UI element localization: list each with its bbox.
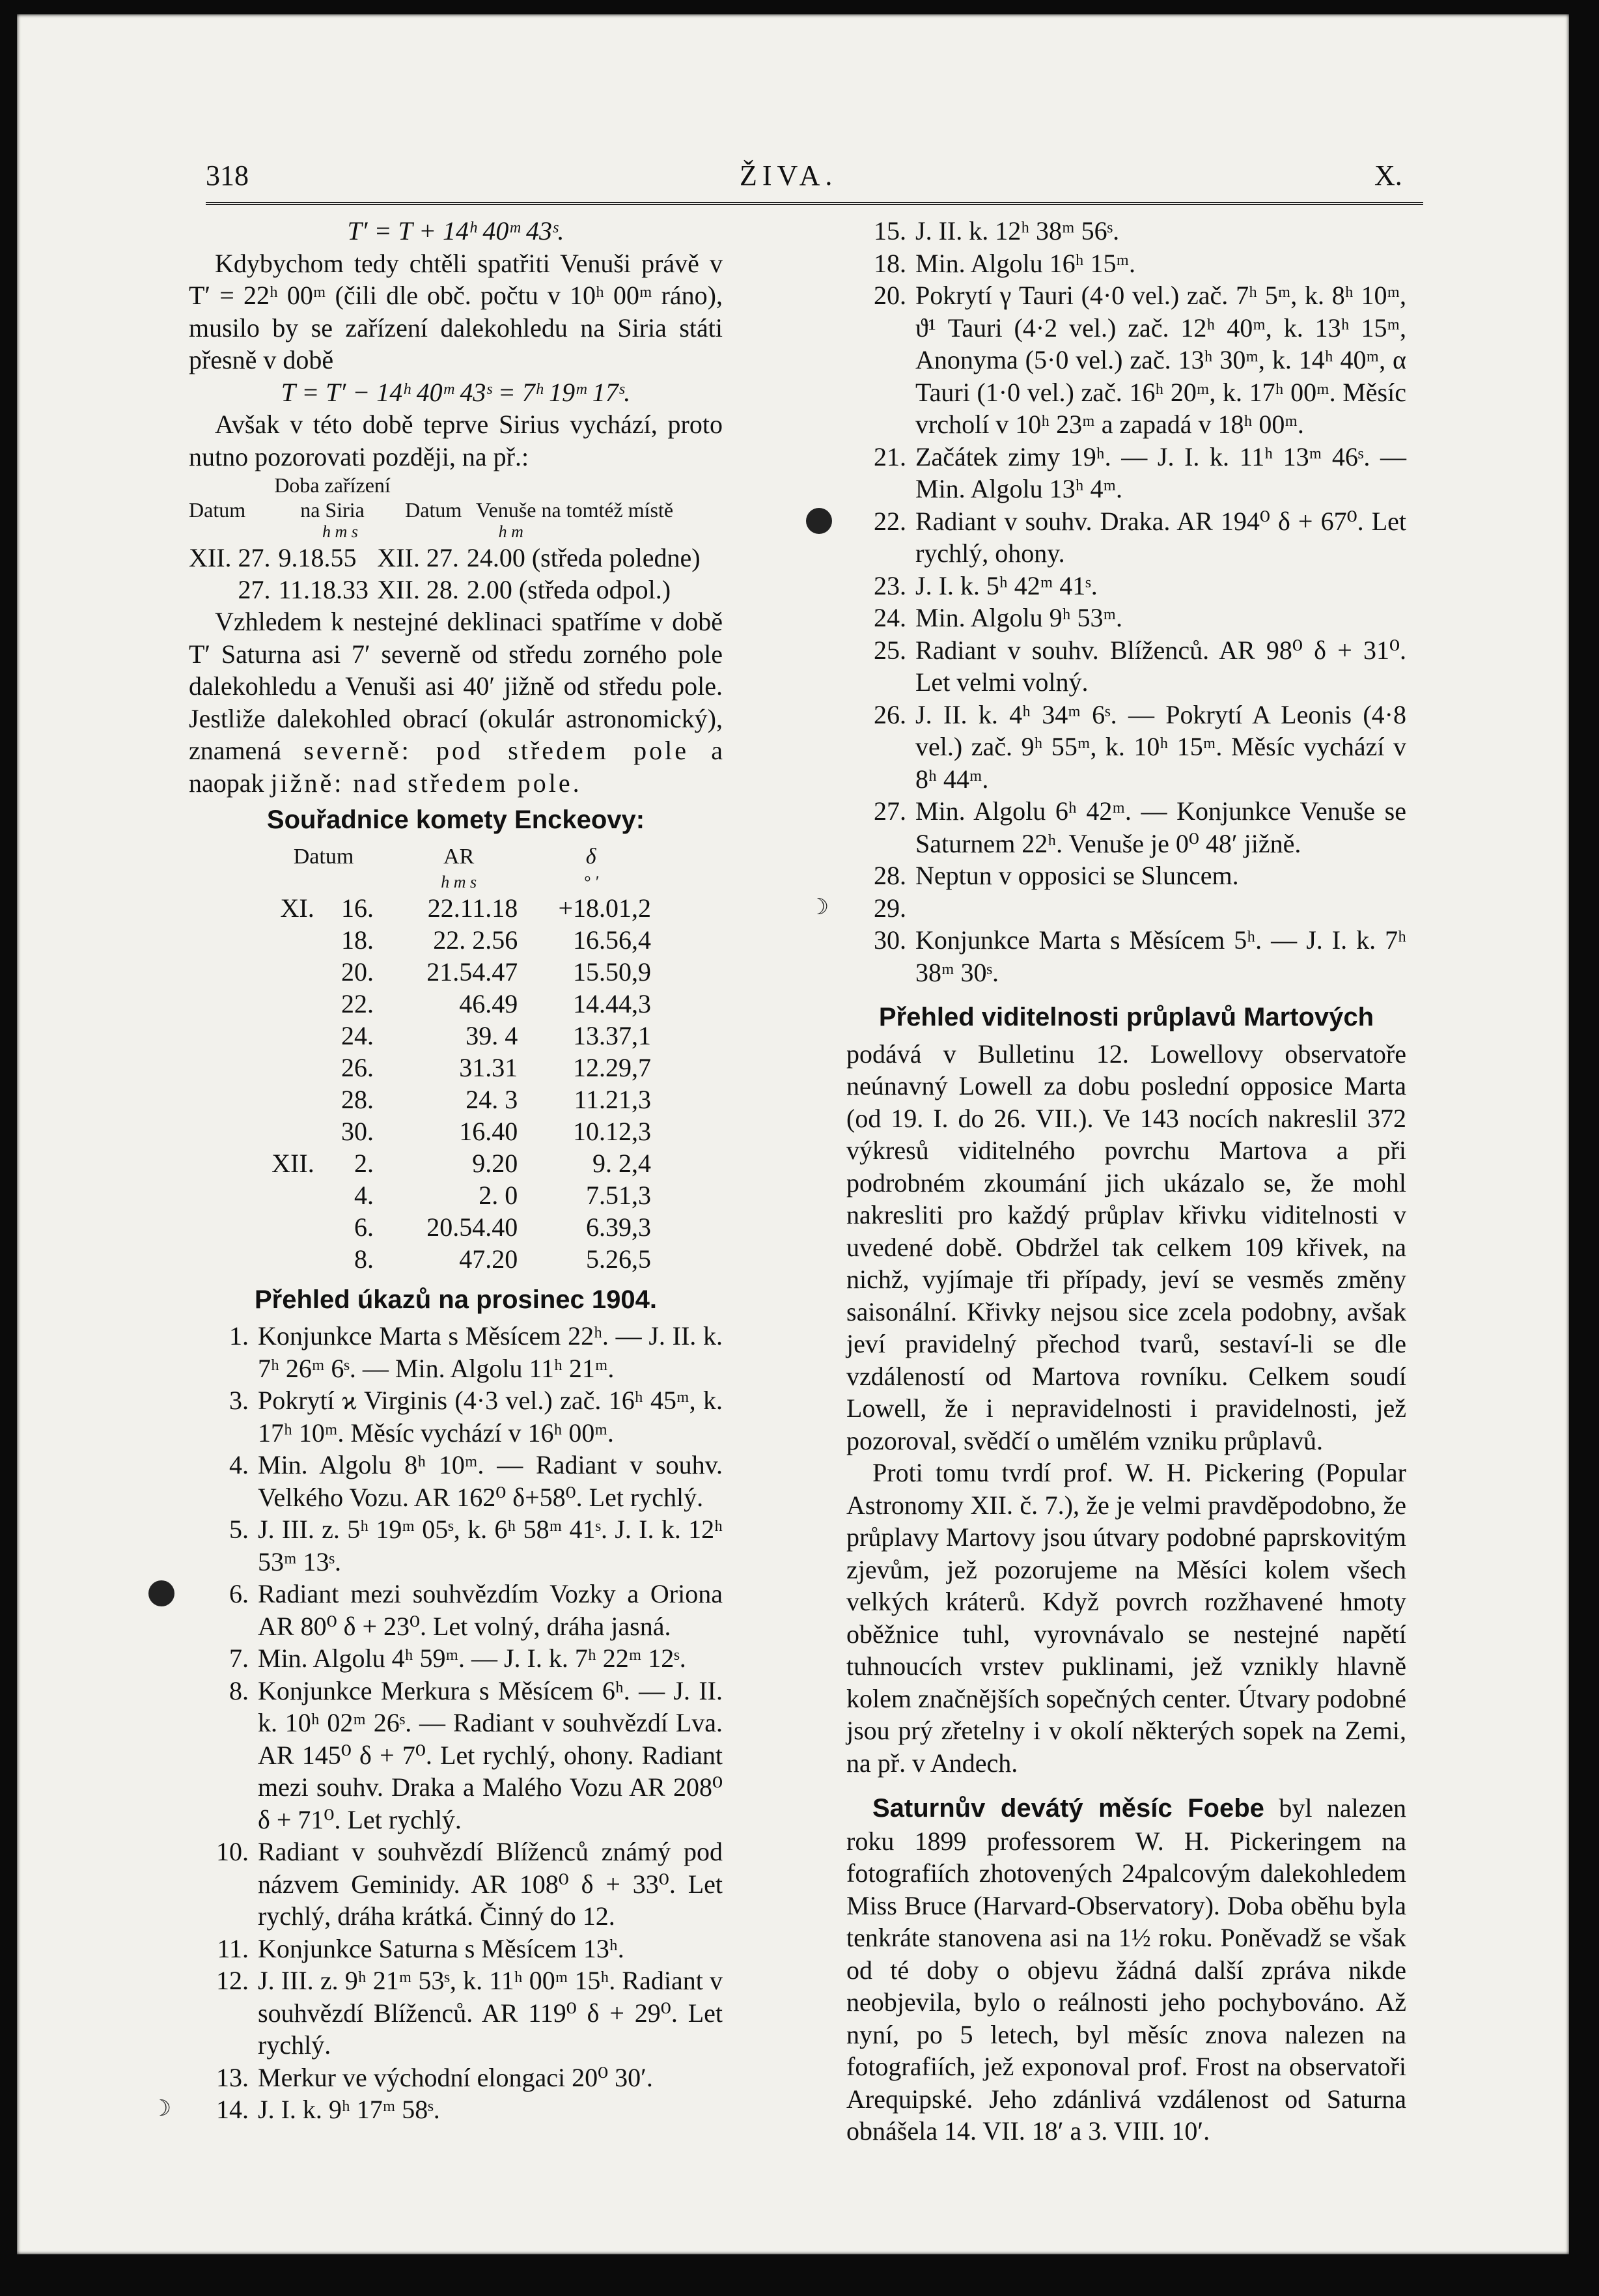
cell: 22. 2.56 <box>433 925 518 955</box>
table-row <box>254 1179 658 1211</box>
event-day: 26. <box>874 699 906 729</box>
cell: 28. <box>341 1084 374 1114</box>
col-head: AR <box>443 844 475 869</box>
table-row <box>189 542 723 574</box>
list-item <box>189 1675 723 1836</box>
unit: ° ′ <box>583 872 598 891</box>
doba-unit-1: h m s <box>322 522 358 541</box>
cell: XI. <box>280 893 314 923</box>
cell: 5.26,5 <box>586 1244 651 1274</box>
list-item <box>189 1933 723 1965</box>
list-item <box>846 505 1406 570</box>
text: jižně: nad středem pole. <box>270 768 582 798</box>
event-text: Radiant v souhv. Draka. AR 194⁰ δ + 67⁰. Let rychlý, ohony. <box>915 506 1406 568</box>
cell: 21.54.47 <box>426 957 518 987</box>
doba-head-siria: na Siria <box>300 498 365 522</box>
event-text: J. II. k. 4ʰ 34ᵐ 6ˢ. — Pokrytí A Leonis (4·8 vel.) zač. 9ʰ 55ᵐ, k. 10ʰ 15ᵐ. Měsíc vychází v 8ʰ 44ᵐ. <box>915 699 1406 794</box>
list-item <box>189 1642 723 1675</box>
doba-head-datum2: Datum <box>405 498 462 522</box>
cell <box>254 1020 324 1052</box>
list-item <box>189 1384 723 1449</box>
left-events <box>151 1320 723 2126</box>
cell: XII. 27. <box>377 543 459 572</box>
list-item <box>846 602 1406 634</box>
cell: 20. <box>341 957 374 987</box>
header-rule <box>206 202 1423 205</box>
event-day: 23. <box>874 570 906 600</box>
table-row <box>254 1243 658 1275</box>
doba-table <box>189 473 723 522</box>
event-day: 11. <box>217 1933 249 1963</box>
doba-head-zarizeni: Doba zařízení <box>274 473 391 497</box>
event-text: Konjunkce Marta s Měsícem 5ʰ. — J. I. k. 7ʰ 38ᵐ 30ˢ. <box>915 925 1406 987</box>
cell <box>254 1243 324 1275</box>
crescent-moon-icon: ☽ <box>151 2097 172 2121</box>
cell: 15.50,9 <box>573 957 651 987</box>
right-events <box>809 215 1406 988</box>
list-item <box>189 2062 723 2094</box>
list-item <box>846 699 1406 796</box>
cell <box>254 1115 324 1147</box>
event-day: 4. <box>229 1450 249 1479</box>
event-day: 20. <box>874 281 906 310</box>
list-item <box>846 441 1406 505</box>
cell: 11.18.33 <box>278 575 369 604</box>
cell: 18. <box>341 925 374 955</box>
event-day: 27. <box>874 796 906 826</box>
table-row <box>254 892 658 924</box>
col-head: Datum <box>293 844 354 869</box>
event-day: 3. <box>229 1386 249 1415</box>
cell: 6. <box>354 1212 374 1242</box>
cell: 30. <box>341 1116 374 1146</box>
table-row <box>254 1052 658 1084</box>
mars-paragraph-2: Proti tomu tvrdí prof. W. H. Pickering (Popular Astronomy XII. č. 7.), že je velmi pravděpodobno, že průplavy Martovy jsou útvary podobné paprskovitým zjevům, jež pozorujeme na Měsíci kolem všech velkých kráterů. Když povrch rozžhavené hmoty oběžnice tuhl, vyrovnávalo se nestejné napětí tuhnoucích vrstev puklinami, jež vznikly hlavně kolem značnějších sopečných center. Útvary podobné jsou prý zřetelny i v okolí některých sopek na Zemi, na př. v Andech. <box>846 1458 1406 1778</box>
event-day: 25. <box>874 635 906 665</box>
event-day: 10. <box>216 1837 249 1866</box>
event-text: Min. Algolu 16ʰ 15ᵐ. <box>915 248 1135 278</box>
event-text: Neptun v opposici se Sluncem. <box>915 861 1239 890</box>
paragraph-1: Kdybychom tedy chtěli spatřiti Venuši právě v T′ = 22ʰ 00ᵐ (čili dle obč. počtu v 10ʰ 00ᵐ ráno), musilo by se zařízení dalekohledu na Siria státi přesně v době <box>189 248 723 374</box>
cell: 26. <box>341 1052 374 1082</box>
table-row <box>254 924 658 956</box>
full-moon-icon <box>806 508 832 534</box>
event-text: Radiant v souhv. Blíženců. AR 98⁰ δ + 31⁰. Let velmi volný. <box>915 635 1406 697</box>
cell: 24. <box>341 1020 374 1050</box>
list-item <box>846 860 1406 892</box>
table-row <box>254 1084 658 1115</box>
list-item <box>846 795 1406 860</box>
event-day: 8. <box>229 1675 249 1705</box>
list-item <box>151 2093 723 2126</box>
event-day: 12. <box>216 1966 249 1995</box>
list-item <box>809 892 1406 925</box>
event-text: Min. Algolu 6ʰ 42ᵐ. — Konjunkce Venuše se Saturnem 22ʰ. Venuše je 0⁰ 48′ jižně. <box>915 796 1406 858</box>
cell: +18.01,2 <box>558 893 651 923</box>
event-day: 1. <box>229 1321 249 1351</box>
paragraph-3 <box>189 606 723 799</box>
list-item <box>189 1320 723 1384</box>
event-text <box>915 892 1406 925</box>
cell: 14.44,3 <box>573 988 651 1018</box>
encke-title: Souřadnice komety Enckeovy: <box>266 805 645 834</box>
saturn-text: byl nalezen roku 1899 professorem W. H. Pickeringem na fotografiích zhotovených 24palcovým dalekohledem Miss Bruce (Harvard-Observatory). Doba oběhu byla tenkráte stanovena asi na 1½ roku. Poněvadž se však od té doby o objevu žádná další zpráva nikde neobjevila, bylo o reálnosti jeho pochybováno. Až nyní, po 5 letech, byl měsíc znova nalezen na fotografiích, jež exponoval prof. Frost na observatoři Arequipské. Jeho zdánlivá vzdálenost od Saturna obnášela 14. VII. 18′ a 3. VIII. 10′. <box>846 1793 1406 2146</box>
cell: 16.40 <box>459 1116 518 1146</box>
event-day: 30. <box>874 925 906 955</box>
volume-number: X. <box>1374 160 1402 191</box>
list-item <box>846 570 1406 602</box>
event-text: Začátek zimy 19ʰ. — J. I. k. 11ʰ 13ᵐ 46ˢ. — Min. Algolu 13ʰ 4ᵐ. <box>915 441 1406 503</box>
cell: XII. 27. <box>189 543 271 572</box>
table-row <box>254 988 658 1020</box>
col-head: δ <box>585 844 596 869</box>
event-day: 13. <box>216 2062 249 2092</box>
table-row <box>254 1020 658 1052</box>
doba-head-datum: Datum <box>189 498 246 522</box>
cell: 27. <box>238 575 271 604</box>
unit: h m s <box>441 872 477 891</box>
right-column <box>809 215 1406 2148</box>
cell: 24. 3 <box>466 1084 518 1114</box>
table-row <box>254 1147 658 1179</box>
event-text: Konjunkce Marta s Měsícem 22ʰ. — J. II. k. 7ʰ 26ᵐ 6ˢ. — Min. Algolu 11ʰ 21ᵐ. <box>258 1321 723 1383</box>
table-row <box>254 1211 658 1243</box>
cell: 11.21,3 <box>574 1084 651 1114</box>
event-day: 5. <box>229 1515 249 1544</box>
event-day: 21. <box>874 441 906 471</box>
cell <box>254 1084 324 1115</box>
event-text: Min. Algolu 4ʰ 59ᵐ. — J. I. k. 7ʰ 22ᵐ 12ˢ. <box>258 1644 686 1673</box>
event-day: 7. <box>229 1644 249 1673</box>
cell: 2.00 (středa odpol.) <box>466 575 671 604</box>
event-day: 15. <box>874 216 906 245</box>
event-day: 28. <box>874 861 906 890</box>
table-row <box>254 956 658 988</box>
mars-title: Přehled viditelnosti průplavů Martových <box>878 1003 1374 1031</box>
event-day: 24. <box>874 603 906 632</box>
list-item <box>189 1449 723 1513</box>
event-text: Min. Algolu 9ʰ 53ᵐ. <box>915 603 1122 632</box>
saturn-paragraph <box>846 1792 1406 2148</box>
cell: 9.18.55 <box>278 543 357 572</box>
cell <box>254 988 324 1020</box>
mars-paragraph-1: podává v Bulletinu 12. Lowellovy observatoře neúnavný Lowell za dobu poslední opposice Marta (od 19. I. do 26. VII.). Ve 143 nocích nakreslil 372 výkresů viditelného povrchu Martova a při podrobném zkoumání jich ukázalo se, že mohl nakresliti pro každý průplav křivku viditelnosti v uvedené době. Obdržel tak celkem 109 křivek, na nichž, vyjímaje tři případy, jeví se vesměs změny saisonální. Křivky nejsou sice zcela podobny, avšak jeví pravidelný přechod tvarů, sestaví-li se dle vzdáleností od Martova rovníku. Celkem soudí Lowell, že i nepravidelnosti i pravidelnosti, jež pozoroval, svědčí o umělém vzniku průplavů. <box>846 1039 1406 1455</box>
formula-2: T = T′ − 14ʰ 40ᵐ 43ˢ = 7ʰ 19ᵐ 17ˢ. <box>281 377 631 407</box>
event-text: Pokrytí γ Tauri (4·0 vel.) zač. 7ʰ 5ᵐ, k. 8ʰ 10ᵐ, ϑ¹ Tauri (4·2 vel.) zač. 12ʰ 40ᵐ, k. 13ʰ 15ᵐ, Anonyma (5·0 vel.) zač. 13ʰ 30ᵐ, k. 14ʰ 40ᵐ, α Tauri (1·0 vel.) zač. 16ʰ 20ᵐ, k. 17ʰ 00ᵐ. Měsíc vrcholí v 10ʰ 23ᵐ a zapadá v 18ʰ 00ᵐ. <box>915 281 1406 439</box>
event-day: 29. <box>874 893 906 923</box>
ukazy-title: Přehled úkazů na prosinec 1904. <box>254 1285 658 1314</box>
cell: 22.11.18 <box>427 893 518 923</box>
cell: 9. 2,4 <box>592 1148 651 1178</box>
cell: 22. <box>341 988 374 1018</box>
event-text: Konjunkce Saturna s Měsícem 13ʰ. <box>258 1933 624 1963</box>
list-item <box>846 279 1406 441</box>
full-moon-icon <box>148 1580 174 1606</box>
table-row <box>189 574 723 606</box>
doba-units <box>189 522 723 542</box>
doba-head-venuse: Venuše na tomtéž místě <box>476 498 674 522</box>
list-item <box>846 215 1406 247</box>
event-text: J. III. z. 5ʰ 19ᵐ 05ˢ, k. 6ʰ 58ᵐ 41ˢ. J. I. k. 12ʰ 53ᵐ 13ˢ. <box>258 1515 723 1576</box>
encke-body <box>254 892 658 1275</box>
cell: XII. <box>271 1148 314 1178</box>
cell: 2. 0 <box>479 1180 518 1210</box>
cell: 24.00 (středa poledne) <box>466 543 701 572</box>
list-item <box>189 1578 723 1642</box>
text: a naopak <box>189 736 723 798</box>
cell <box>254 1179 324 1211</box>
event-day: 18. <box>874 248 906 278</box>
list-item <box>846 634 1406 699</box>
cell: 46.49 <box>459 988 518 1018</box>
cell: 8. <box>354 1244 374 1274</box>
journal-title: ŽIVA. <box>740 160 838 191</box>
event-day: 14. <box>216 2095 249 2124</box>
cell: 4. <box>354 1180 374 1210</box>
cell: 7.51,3 <box>586 1180 651 1210</box>
cell <box>254 956 324 988</box>
list-item <box>846 247 1406 280</box>
cell: 12.29,7 <box>573 1052 651 1082</box>
event-text: Pokrytí ϰ Virginis (4·3 vel.) zač. 16ʰ 45ᵐ, k. 17ʰ 10ᵐ. Měsíc vychází v 16ʰ 00ᵐ. <box>258 1386 723 1448</box>
cell: 16.56,4 <box>573 925 651 955</box>
cell: 47.20 <box>459 1244 518 1274</box>
text: severně: pod středem pole <box>303 736 689 765</box>
cell: 2. <box>354 1148 374 1178</box>
cell <box>254 924 324 956</box>
cell: 10.12,3 <box>573 1116 651 1146</box>
encke-table <box>254 841 658 1275</box>
list-item <box>189 1965 723 2062</box>
page-number: 318 <box>206 160 249 191</box>
cell: 20.54.40 <box>426 1212 518 1242</box>
formula-1: T′ = T + 14ʰ 40ᵐ 43ˢ. <box>347 216 564 245</box>
cell: 39. 4 <box>466 1020 518 1050</box>
event-text: Merkur ve východní elongaci 20⁰ 30′. <box>258 2062 653 2092</box>
cell: 31.31 <box>459 1052 518 1082</box>
cell: 9.20 <box>472 1148 518 1178</box>
saturn-title: Saturnův devátý měsíc Foebe <box>872 1794 1264 1823</box>
cell: 16. <box>341 893 374 923</box>
event-day: 6. <box>229 1579 249 1608</box>
event-text: Min. Algolu 8ʰ 10ᵐ. — Radiant v souhv. Velkého Vozu. AR 162⁰ δ+58⁰. Let rychlý. <box>258 1450 723 1512</box>
cell <box>254 1211 324 1243</box>
event-text: Konjunkce Merkura s Měsícem 6ʰ. — J. II. k. 10ʰ 02ᵐ 26ˢ. — Radiant v souhvězdí Lva. AR 145⁰ δ + 7⁰. Let rychlý, ohony. Radiant mezi souhv. Draka a Malého Vozu AR 208⁰ δ + 71⁰. Let rychlý. <box>258 1675 723 1834</box>
table-row <box>254 1115 658 1147</box>
left-column <box>151 215 723 2126</box>
event-day: 22. <box>874 506 906 536</box>
event-text: J. II. k. 12ʰ 38ᵐ 56ˢ. <box>915 216 1120 245</box>
list-item <box>189 1513 723 1578</box>
cell: XII. 28. <box>377 575 459 604</box>
event-text: Radiant mezi souhvězdím Vozky a Oriona AR 80⁰ δ + 23⁰. Let volný, dráha jasná. <box>258 1579 723 1641</box>
doba-unit-2: h m <box>498 522 523 541</box>
event-text: J. III. z. 9ʰ 21ᵐ 53ˢ, k. 11ʰ 00ᵐ 15ʰ. Radiant v souhvězdí Blíženců. AR 119⁰ δ + 29⁰. Let rychlý. <box>258 1966 723 2060</box>
cell <box>254 1052 324 1084</box>
paragraph-2: Avšak v této době teprve Sirius vychází, proto nutno pozorovati později, na př.: <box>189 410 723 471</box>
list-item <box>846 924 1406 988</box>
text: Vzhledem k nestejné deklinaci spatříme v době T′ Saturna asi 7′ severně od středu zorného pole dalekohledu a Venuši asi 40′ jižně od středu pole. Jestliže dalekohled obrací (okulár astronomický), znamená <box>189 607 723 765</box>
crescent-moon-icon: ☽ <box>809 895 829 919</box>
event-text: J. I. k. 9ʰ 17ᵐ 58ˢ. <box>258 2095 440 2124</box>
doba-data <box>189 542 723 606</box>
cell: 13.37,1 <box>573 1020 651 1050</box>
cell: 6.39,3 <box>586 1212 651 1242</box>
event-text: J. I. k. 5ʰ 42ᵐ 41ˢ. <box>915 570 1098 600</box>
list-item <box>189 1836 723 1933</box>
event-text: Radiant v souhvězdí Blíženců známý pod názvem Geminidy. AR 108⁰ δ + 33⁰. Let rychlý, dráha krátká. Činný do 12. <box>258 1837 723 1931</box>
